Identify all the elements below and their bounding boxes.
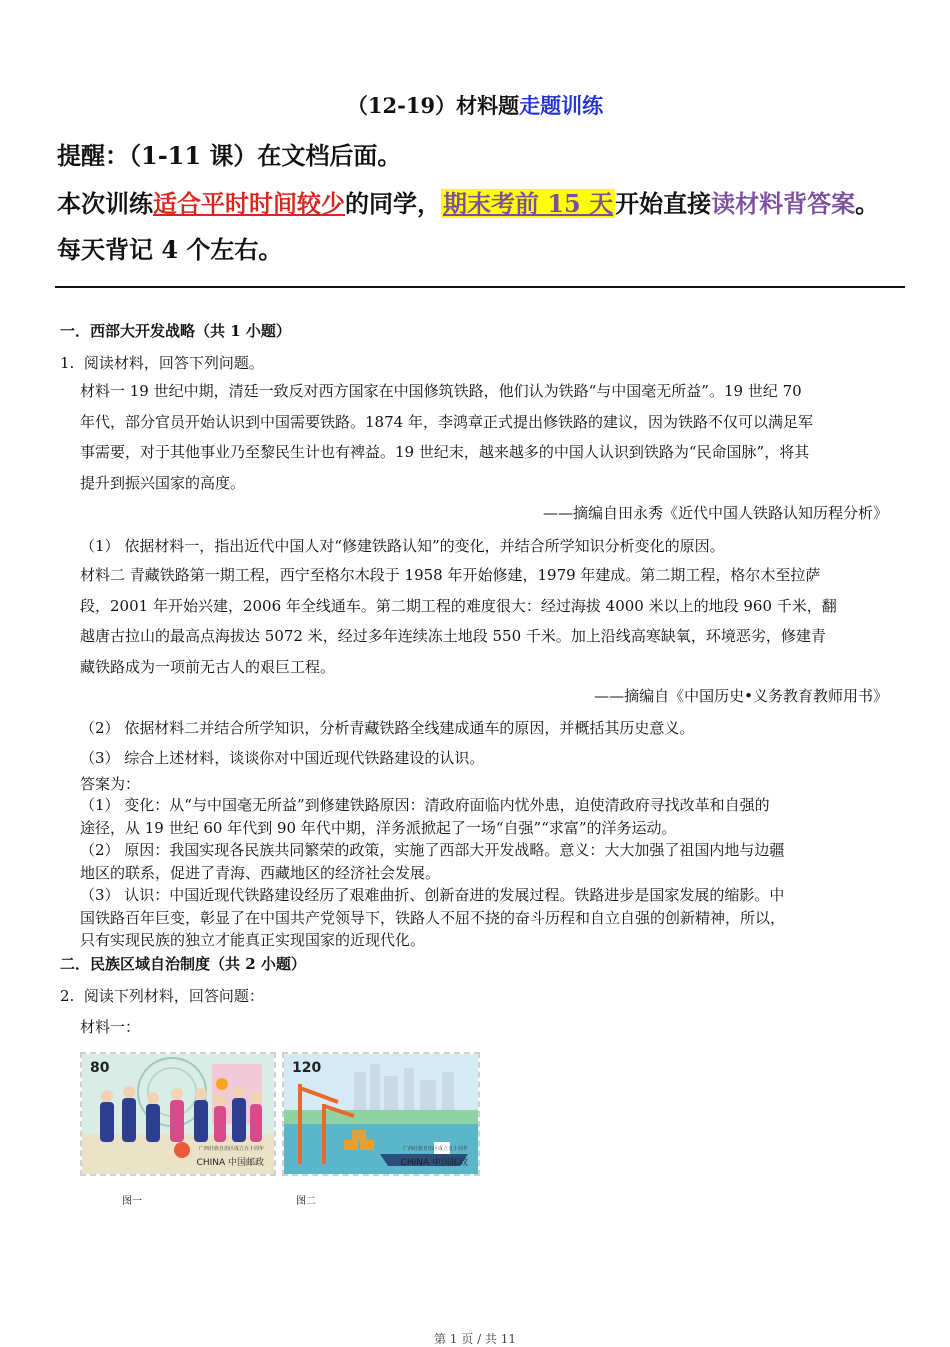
section-heading-1: 一．西部大开发战略（共 1 小题） xyxy=(60,322,291,340)
stamp-figure-1 xyxy=(80,1052,276,1176)
stamp-1-country: CHINA 中国邮政 xyxy=(196,1158,264,1168)
material-1-source: ——摘编自田永秀《近代中国人铁路认知历程分析》 xyxy=(542,504,888,522)
divider xyxy=(55,286,905,288)
reminder-line: 提醒：（1-11 课）在文档后面。 xyxy=(57,141,402,170)
stamp-figure-2 xyxy=(282,1052,480,1176)
sub-question-2: （2） 依据材料二并结合所学知识，分析青藏铁路全线建成通车的原因，并概括其历史意义。 xyxy=(80,719,695,737)
material-label: 材料一： xyxy=(80,1018,141,1036)
stamp-1-denomination: 80 xyxy=(90,1060,110,1076)
answer-body: （1） 变化：从“与中国毫无所益”到修建铁路原因：清政府面临内忧外患，迫使清政府寻找改革和自强的 途径，从 19 世纪 60 年代到 90 年代中期，洋务派掀起了一场“自强”“求富”的洋务运动。 （2） 原因：我国实现各民族共同繁荣的政策，实施了西部大开发战略。意义：大大加强了祖国内地与边疆 地区的联系，促进了青海、西藏地区的经济社会发展。 （3） 认识：中国近现代铁路建设经历了艰难曲折、创新奋进的发展过程。铁路进步是国家发展的缩影。中 国铁路百年巨变，彰显了在中国共产党领导下，铁路人不屈不挠的奋斗历程和自立自强的创新精神，所以， 只有实现民族的独立才能真正实现国家的近现代化。 xyxy=(80,796,786,949)
section-heading-2: 二．民族区域自治制度（共 2 小题） xyxy=(60,955,306,973)
stamp-2-country: CHINA 中国邮政 xyxy=(400,1158,468,1168)
sub-question-1: （1） 依据材料一，指出近代中国人对“修建铁路认知”的变化，并结合所学知识分析变化的原因。 xyxy=(80,537,725,555)
answer-label: 答案为： xyxy=(80,775,141,793)
material-2: 材料二 青藏铁路第一期工程，西宁至格尔木段于 1958 年开始修建，1979 年建成。第二期工程，格尔木至拉萨 段，2001 年开始兴建，2006 年全线通车。第二期工程的难度很大：经过海拔 4000 米以上的地段 960 千米，翻 越唐古拉山的最高点海拔达 5072 米，经过多年连续冻土地段 550 千米。加上沿线高寒缺氧，环境恶劣，修建青 藏铁路成为一项前无古人的艰巨工程。 xyxy=(80,566,837,676)
figure-label-1: 图一 xyxy=(122,1196,142,1207)
page-footer: 第 1 页 / 共 11 xyxy=(433,1332,517,1346)
question-1: 1. 阅读材料，回答下列问题。 xyxy=(60,354,264,372)
stamp-2-denomination: 120 xyxy=(292,1060,322,1076)
stamp-2-caption: 广西壮族自治区成立五十周年 xyxy=(402,1146,468,1152)
sub-question-3: （3） 综合上述材料，谈谈你对中国近现代铁路建设的认识。 xyxy=(80,749,485,767)
material-2-source: ——摘编自《中国历史•义务教育教师用书》 xyxy=(594,687,888,705)
page-title: （12-19）材料题走题训练 xyxy=(346,93,604,118)
training-note: 本次训练适合平时时间较少的同学，期末考前 15 天开始直接读材料背答案。 xyxy=(57,189,880,218)
material-1: 材料一 19 世纪中期，清廷一致反对西方国家在中国修筑铁路，他们认为铁路“与中国毫无所益”。19 世纪 70 年代，部分官员开始认识到中国需要铁路。1874 年，李鸿章正式提出修铁路的建议，因为铁路不仅可以满足军 事需要，对于其他事业乃至黎民生计也有裨益。19 世纪末，越来越多的中国人认识到铁路为“民命国脉”，将其 提升到振兴国家的高度。 xyxy=(80,382,813,492)
stamp-1-caption: 广西壮族自治区成立五十周年 xyxy=(198,1146,264,1152)
daily-note: 每天背记 4 个左右。 xyxy=(57,235,283,264)
question-2: 2. 阅读下列材料，回答问题： xyxy=(60,987,264,1005)
figure-label-2: 图二 xyxy=(296,1196,316,1207)
